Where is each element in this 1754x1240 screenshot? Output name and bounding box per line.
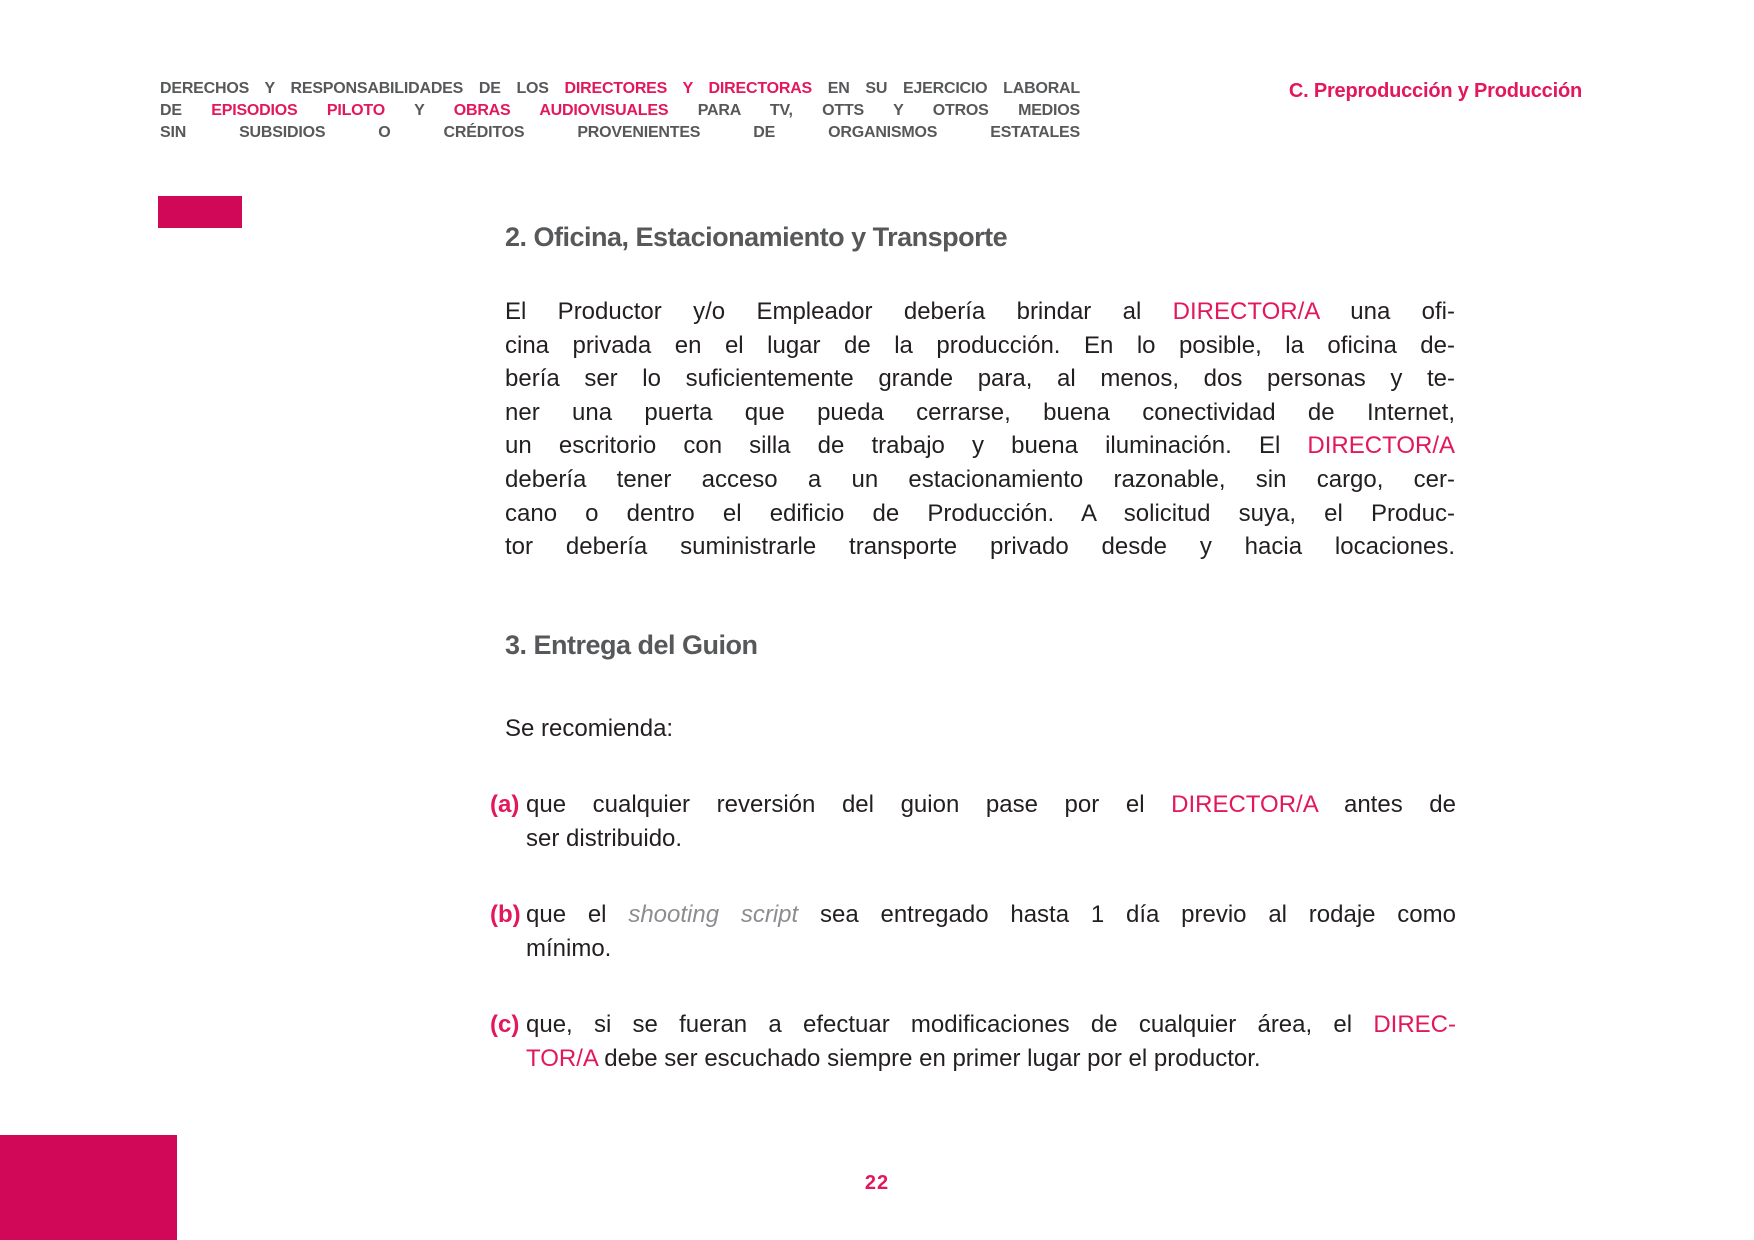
highlighted-term: DIREC- (1373, 1011, 1456, 1038)
text-segment: ner una puerta que pueda cerrarse, buena conectividad de Internet, (505, 398, 1455, 426)
list-item-b (490, 898, 1456, 965)
text-line (505, 429, 1455, 463)
text-segment: ser distribuido. (526, 824, 683, 852)
list-marker-a: (a) (490, 791, 520, 818)
text-segment: shooting script (628, 901, 799, 928)
list-marker-c: (c) (490, 1011, 520, 1038)
text-line (526, 822, 1456, 856)
highlighted-term: DIRECTORES Y DIRECTORAS (564, 80, 813, 97)
text-line (160, 100, 1080, 122)
text-segment: que el (526, 901, 629, 928)
chapter-label: C. Preproducción y Producción (1288, 80, 1582, 102)
list-item-b-text (526, 898, 1456, 965)
section-heading-office: 2. Oficina, Estacionamiento y Transporte (505, 222, 1008, 252)
text-segment: que cualquier reversión del guion pase por el (526, 791, 1172, 818)
page-number: 22 (864, 1172, 890, 1194)
text-segment: un escritorio con silla de trabajo y buena iluminación. El (505, 432, 1308, 460)
text-line (526, 898, 1456, 932)
highlighted-term: TOR/A (526, 1044, 598, 1072)
text-segment: cina privada en el lugar de la producción. En lo posible, la oficina de- (505, 331, 1455, 359)
text-segment: que, si se fueran a efectuar modificaciones de cualquier área, el (526, 1011, 1374, 1038)
highlighted-term: DIRECTOR/A (1171, 791, 1318, 818)
text-line (526, 788, 1456, 822)
highlighted-term: DIRECTOR/A (1172, 298, 1319, 325)
text-segment: SIN SUBSIDIOS O CRÉDITOS PROVENIENTES DE ORGANISMOS ESTATALES (160, 124, 1080, 141)
office-paragraph (505, 295, 1455, 564)
list-item-c (490, 1008, 1456, 1075)
text-line (526, 932, 1456, 966)
text-segment: debería tener acceso a un estacionamiento razonable, sin cargo, cer- (505, 465, 1455, 493)
text-segment: una ofi- (1318, 298, 1455, 325)
text-segment: Y (384, 102, 454, 119)
list-item-a-text (526, 788, 1456, 855)
text-line (505, 530, 1455, 564)
text-segment: antes de (1317, 791, 1456, 818)
footer-pink-block (0, 1135, 177, 1240)
text-line (505, 497, 1455, 531)
text-line (505, 396, 1455, 430)
text-segment: bería ser lo suficientemente grande para, al menos, dos personas y te- (505, 365, 1455, 393)
section-heading-script: 3. Entrega del Guion (505, 630, 758, 660)
text-segment: DE (160, 102, 212, 119)
text-line (526, 1008, 1456, 1042)
text-segment: cano o dentro el edificio de Producción. A solicitud suya, el Produc- (505, 499, 1455, 527)
recommendation-intro: Se recomienda: (505, 715, 674, 742)
text-segment: DERECHOS Y RESPONSABILIDADES DE LOS (160, 80, 565, 97)
list-item-c-text (526, 1008, 1456, 1075)
text-segment: PARA TV, OTTS Y OTROS MEDIOS (668, 102, 1080, 119)
text-segment: tor debería suministrarle transporte privado desde y hacia locaciones. (505, 533, 1455, 561)
list-item-a (490, 788, 1456, 855)
text-line (505, 295, 1455, 329)
text-line (505, 329, 1455, 363)
document-title (160, 78, 1080, 144)
text-line (505, 463, 1455, 497)
list-marker-b: (b) (490, 901, 521, 928)
text-line (160, 122, 1080, 144)
text-segment: sea entregado hasta 1 día previo al rodaje como (798, 901, 1456, 928)
text-line (526, 1042, 1456, 1076)
highlighted-term: EPISODIOS PILOTO (211, 102, 385, 119)
text-line (160, 78, 1080, 100)
highlighted-term: OBRAS AUDIOVISUALES (453, 102, 669, 119)
text-segment: EN SU EJERCICIO LABORAL (812, 80, 1080, 97)
text-segment: mínimo. (526, 934, 612, 962)
text-segment: debe ser escuchado siempre en primer lugar por el productor. (597, 1044, 1261, 1072)
text-segment: El Productor y/o Empleador debería brindar al (505, 298, 1173, 325)
highlighted-term: DIRECTOR/A (1307, 432, 1455, 460)
text-line (505, 362, 1455, 396)
section-marker-block (158, 196, 242, 228)
